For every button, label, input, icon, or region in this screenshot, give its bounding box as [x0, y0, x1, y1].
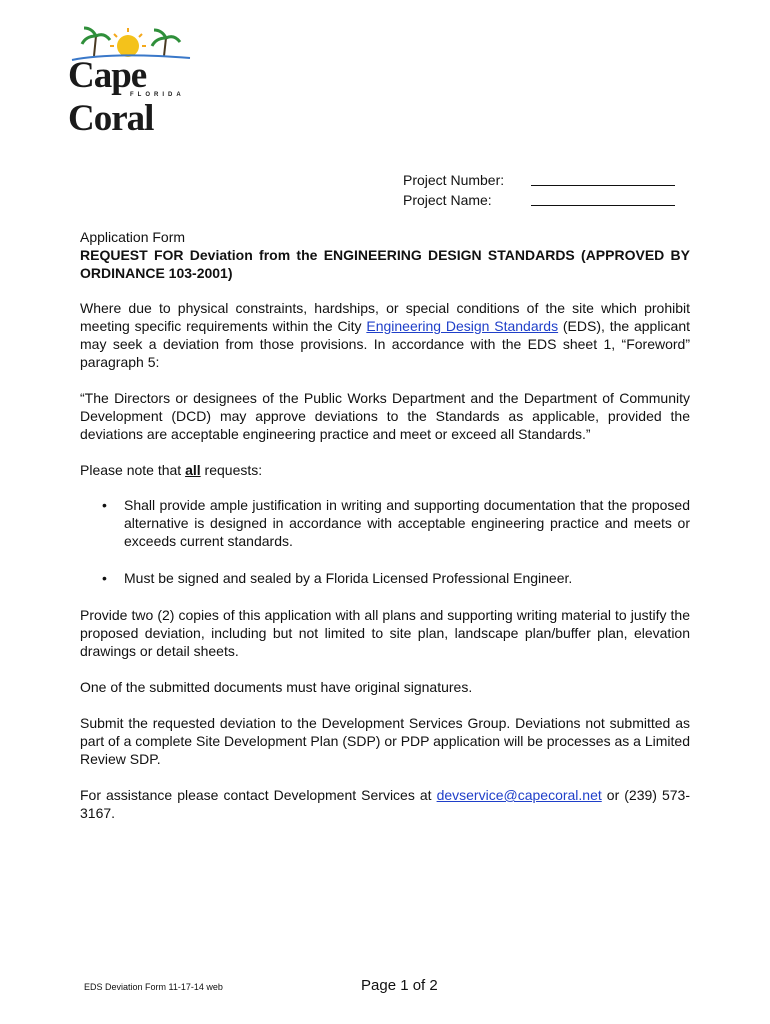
form-heading: REQUEST FOR Deviation from the ENGINEERING DESIGN STANDARDS (APPROVED BY ORDINANCE 103-2001) [80, 247, 690, 281]
project-number-row [403, 168, 675, 188]
project-name-field[interactable] [531, 191, 675, 206]
intro-text-after: (EDS), the applicant may seek a deviation from those provisions. In accordance with the EDS sheet 1, “Foreword” paragraph 5: [80, 318, 690, 370]
project-fields [403, 168, 675, 208]
footer-form-id: EDS Deviation Form 11-17-14 web [84, 982, 223, 992]
requirements-list [80, 496, 690, 587]
submit-paragraph: Submit the requested deviation to the Development Services Group. Deviations not submitted as part of a complete Site Development Plan (SDP) or PDP application will be processes as a Limited Review SDP. [80, 715, 690, 767]
assist-text-after: or (239) 573-3167. [80, 787, 690, 821]
list-item [80, 569, 690, 587]
list-item-text: Must be signed and sealed by a Florida Licensed Professional Engineer. [124, 570, 573, 586]
project-name-row [403, 188, 675, 208]
note-text-after: requests: [200, 462, 263, 478]
note-paragraph [80, 461, 690, 479]
project-name-label: Project Name: [403, 192, 492, 208]
quote-paragraph: “The Directors or designees of the Public Works Department and the Department of Community Development (DCD) may approve deviations to the Standards as applicable, provided the deviations are acceptable engineering practice and meet or exceed all Standards.” [80, 390, 690, 442]
project-number-field[interactable] [531, 171, 675, 186]
assist-text-before: For assistance please contact Development Services at [80, 787, 437, 803]
eds-link[interactable]: Engineering Design Standards [366, 318, 559, 334]
intro-paragraph [80, 299, 690, 371]
list-item [80, 496, 690, 550]
bullet-icon: • [102, 497, 107, 513]
intro-text-before: Where due to physical constraints, hardships, or special conditions of the site which prohibit meeting specific requirements within the City [80, 300, 690, 334]
note-text-before: Please note that [80, 462, 186, 478]
bullet-icon: • [102, 570, 107, 586]
list-item-text: Shall provide ample justification in writing and supporting documentation that the proposed alternative is designed in accordance with acceptable engineering practice and meets or exceeds current standards. [124, 497, 690, 549]
logo-subtitle: FLORIDA [130, 92, 185, 98]
assistance-paragraph [80, 786, 690, 822]
email-link[interactable]: devservice@capecoral.net [436, 787, 602, 803]
copies-paragraph: Provide two (2) copies of this application with all plans and supporting writing material to justify the proposed deviation, including but not limited to site plan, landscape plan/buffer plan, elevation drawings or detail sheets. [80, 607, 690, 659]
signatures-paragraph: One of the submitted documents must have original signatures. [80, 679, 473, 695]
form-body [80, 228, 690, 840]
note-emphasis: all [185, 462, 201, 478]
page-number: Page 1 of 2 [361, 977, 438, 994]
cape-coral-logo [66, 26, 196, 139]
logo-title: Cape Coral [68, 55, 154, 139]
form-type: Application Form [80, 229, 186, 245]
project-number-label: Project Number: [403, 172, 505, 188]
